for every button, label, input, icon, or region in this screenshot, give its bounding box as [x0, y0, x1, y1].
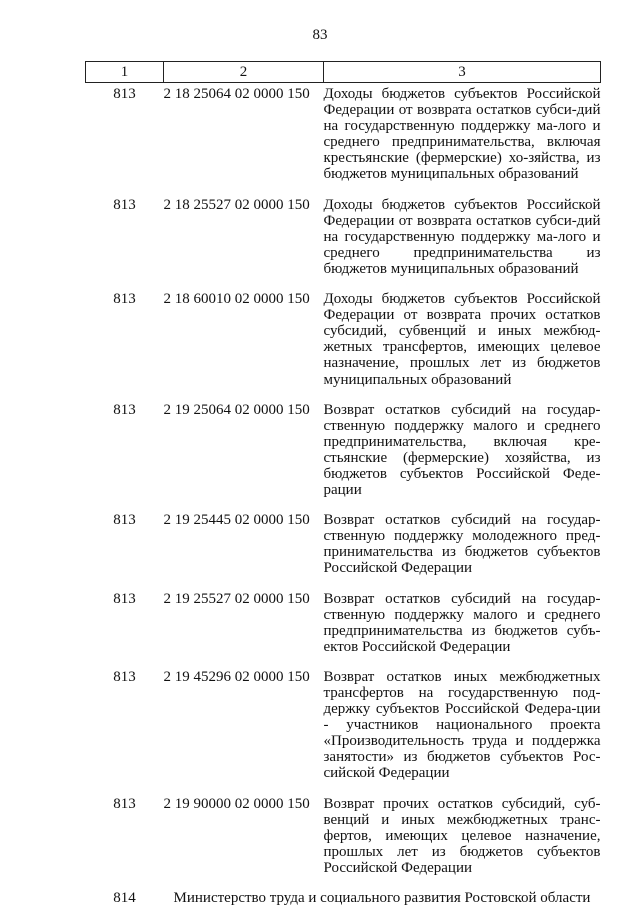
- admin-code: 813: [86, 587, 164, 665]
- page-number: 83: [0, 26, 640, 44]
- table-row: [86, 587, 601, 665]
- budget-code: 2 18 60010 02 0000 150: [164, 287, 324, 398]
- description: Возврат прочих остатков субсидий, суб-венций и иных межбюджетных транс-фертов, имеющих целевое назначение, прошлых лет из бюджетов субъектов Российской Федерации: [324, 792, 601, 886]
- header-col-2: 2: [164, 62, 324, 83]
- description: Доходы бюджетов субъектов Российской Федерации от возврата остатков субси-дий на государственную поддержку ма-лого и среднего предпринимательства, включая крестьянские (фермерские) хо-зяйства, из бюджетов муниципальных образований: [324, 83, 601, 193]
- budget-codes-table: [85, 61, 601, 916]
- description: Возврат остатков субсидий на государ-ственную поддержку молодежного пред-принимательства из бюджетов субъектов Российской Федерации: [324, 508, 601, 586]
- table-row: [86, 398, 601, 509]
- admin-code: 813: [86, 193, 164, 287]
- ministry-row: [86, 886, 601, 916]
- budget-code: 2 19 25064 02 0000 150: [164, 398, 324, 509]
- table-row: [86, 193, 601, 287]
- budget-code: 2 19 25445 02 0000 150: [164, 508, 324, 586]
- table-row: [86, 792, 601, 886]
- description: Возврат остатков субсидий на государ-ственную поддержку малого и среднего предпринимательства, включая кре-стьянские (фермерские) хозяйства, из бюджетов субъектов Российской Феде-рации: [324, 398, 601, 509]
- admin-code: 813: [86, 792, 164, 886]
- budget-code: 2 19 45296 02 0000 150: [164, 665, 324, 792]
- description: Возврат остатков иных межбюджетных трансфертов на государственную под-держку субъектов Российской Федера-ции - участников национального проекта «Производительность труда и поддержка занятости» из бюджетов субъектов Рос-сийской Федерации: [324, 665, 601, 792]
- table-body: [86, 83, 601, 916]
- admin-code: 813: [86, 83, 164, 193]
- header-row: [86, 62, 601, 83]
- description: Доходы бюджетов субъектов Российской Федерации от возврата остатков субси-дий на государственную поддержку ма-лого и среднего предпринимательства из бюджетов муниципальных образований: [324, 193, 601, 287]
- table-row: [86, 287, 601, 398]
- admin-code: 814: [86, 886, 164, 916]
- table-row: [86, 665, 601, 792]
- header-col-3: 3: [324, 62, 601, 83]
- description: Доходы бюджетов субъектов Российской Федерации от возврата прочих остатков субсидий, субвенций и иных межбюд-жетных трансфертов, имеющих целевое назначение, прошлых лет из бюджетов муниципальных образований: [324, 287, 601, 398]
- admin-code: 813: [86, 287, 164, 398]
- budget-code: 2 18 25527 02 0000 150: [164, 193, 324, 287]
- ministry-name: Министерство труда и социального развития Ростовской области: [164, 886, 601, 916]
- admin-code: 813: [86, 508, 164, 586]
- budget-code: 2 19 25527 02 0000 150: [164, 587, 324, 665]
- table-row: [86, 508, 601, 586]
- admin-code: 813: [86, 665, 164, 792]
- description: Возврат остатков субсидий на государ-ственную поддержку малого и среднего предпринимательства из бюджетов субъ-ектов Российской Федерации: [324, 587, 601, 665]
- table-row: [86, 83, 601, 193]
- budget-code: 2 18 25064 02 0000 150: [164, 83, 324, 193]
- header-col-1: 1: [86, 62, 164, 83]
- admin-code: 813: [86, 398, 164, 509]
- table-header: [86, 62, 601, 83]
- budget-code: 2 19 90000 02 0000 150: [164, 792, 324, 886]
